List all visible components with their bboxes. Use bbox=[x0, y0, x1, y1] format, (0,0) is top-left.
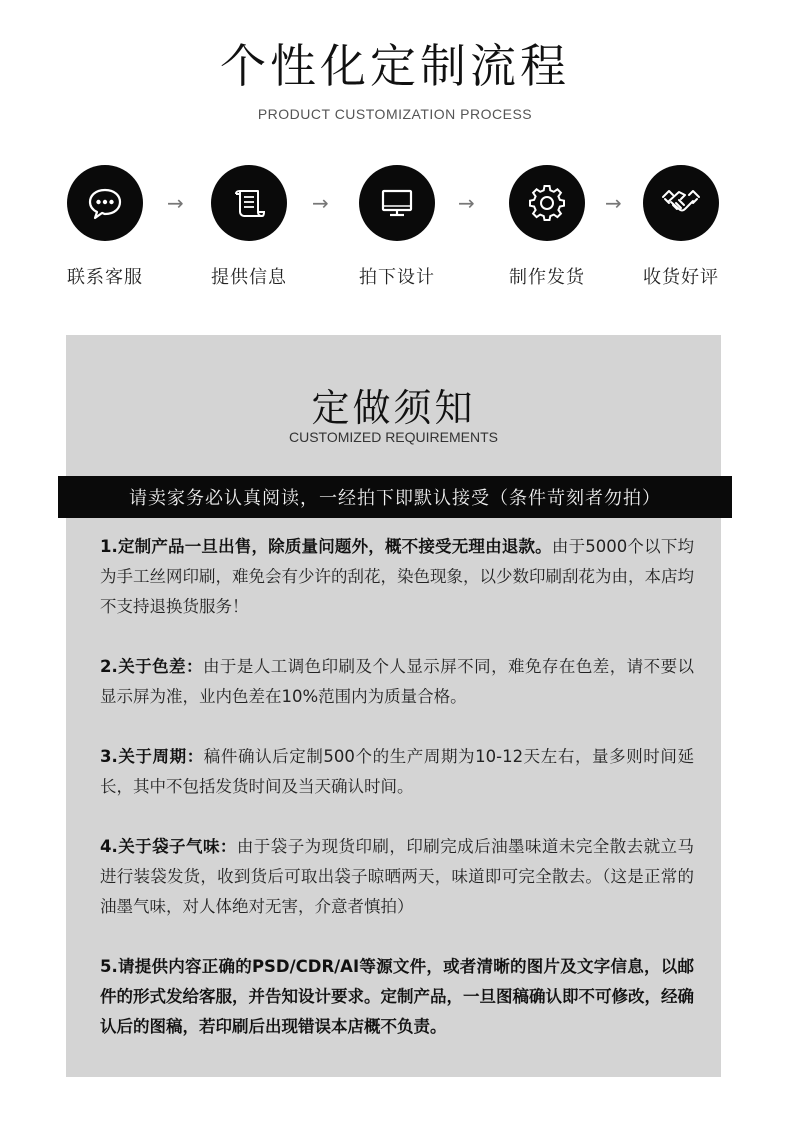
term-item bbox=[100, 652, 694, 712]
gear-icon bbox=[527, 183, 567, 223]
step-provide-info bbox=[189, 165, 309, 289]
step-icon-circle bbox=[643, 165, 719, 241]
term-body: 5.请提供内容正确的PSD/CDR/AI等源文件，或者清晰的图片及文字信息，以邮件的形式发给客服，并告知设计要求。定制产品，一旦图稿确认即不可修改，经确认后的图稿，若印刷后出现错误本店概不负责。 bbox=[100, 957, 694, 1036]
step-label: 联系客服 bbox=[67, 267, 143, 288]
arrow-right-icon: → bbox=[312, 191, 329, 215]
step-icon-circle bbox=[509, 165, 585, 241]
step-label: 制作发货 bbox=[509, 267, 585, 288]
term-body: 由于5000个以下均为手工丝网印刷，难免会有少许的刮花，染色现象，以少数印刷刮花为由，本店均不支持退换货服务！ bbox=[100, 537, 695, 616]
page-title: 个性化定制流程 bbox=[220, 39, 570, 93]
monitor-icon bbox=[377, 183, 417, 223]
page-header bbox=[0, 38, 790, 122]
step-label: 收货好评 bbox=[643, 267, 719, 288]
term-item bbox=[100, 832, 694, 922]
arrow-right-icon: → bbox=[167, 191, 184, 215]
chat-bubble-icon bbox=[85, 183, 125, 223]
term-body: 由于袋子为现货印刷，印刷完成后油墨味道未完全散去就立马进行装袋发货，收到货后可取出袋子晾晒两天，味道即可完全散去。（这是正常的油墨气味，对人体绝对无害，介意者慎拍） bbox=[100, 837, 695, 916]
term-body: 由于是人工调色印刷及个人显示屏不同，难免存在色差，请不要以显示屏为准，业内色差在10%范围内为质量合格。 bbox=[100, 657, 695, 706]
step-icon-circle bbox=[359, 165, 435, 241]
step-label: 提供信息 bbox=[211, 267, 287, 288]
term-item bbox=[100, 532, 694, 622]
requirements-subtitle: CUSTOMIZED REQUIREMENTS bbox=[289, 429, 498, 445]
term-body: 稿件确认后定制500个的生产周期为10-12天左右，量多则时间延长，其中不包括发货时间及当天确认时间。 bbox=[100, 747, 694, 796]
requirements-title: 定做须知 bbox=[311, 386, 476, 430]
scroll-icon bbox=[229, 183, 269, 223]
term-heading: 1.定制产品一旦出售，除质量问题外，概不接受无理由退款。 bbox=[100, 537, 552, 556]
step-icon-circle bbox=[67, 165, 143, 241]
terms-list bbox=[100, 532, 694, 1072]
step-label: 拍下设计 bbox=[359, 267, 435, 288]
step-place-order-design bbox=[337, 165, 457, 289]
step-production-shipping bbox=[487, 165, 607, 289]
page-subtitle: PRODUCT CUSTOMIZATION PROCESS bbox=[257, 106, 533, 122]
term-heading: 4.关于袋子气味： bbox=[100, 837, 237, 856]
arrow-right-icon: → bbox=[605, 191, 622, 215]
arrow-right-icon: → bbox=[458, 191, 475, 215]
step-receive-review bbox=[621, 165, 741, 289]
step-contact-service bbox=[45, 165, 165, 289]
term-heading: 2.关于色差： bbox=[100, 657, 203, 676]
step-icon-circle bbox=[211, 165, 287, 241]
term-item bbox=[100, 742, 694, 802]
handshake-icon bbox=[659, 183, 703, 223]
term-item bbox=[100, 952, 694, 1042]
term-heading: 3.关于周期： bbox=[100, 747, 204, 766]
notice-banner: 请卖家务必认真阅读，一经拍下即默认接受（条件苛刻者勿拍） bbox=[58, 476, 732, 518]
process-steps bbox=[0, 165, 790, 305]
